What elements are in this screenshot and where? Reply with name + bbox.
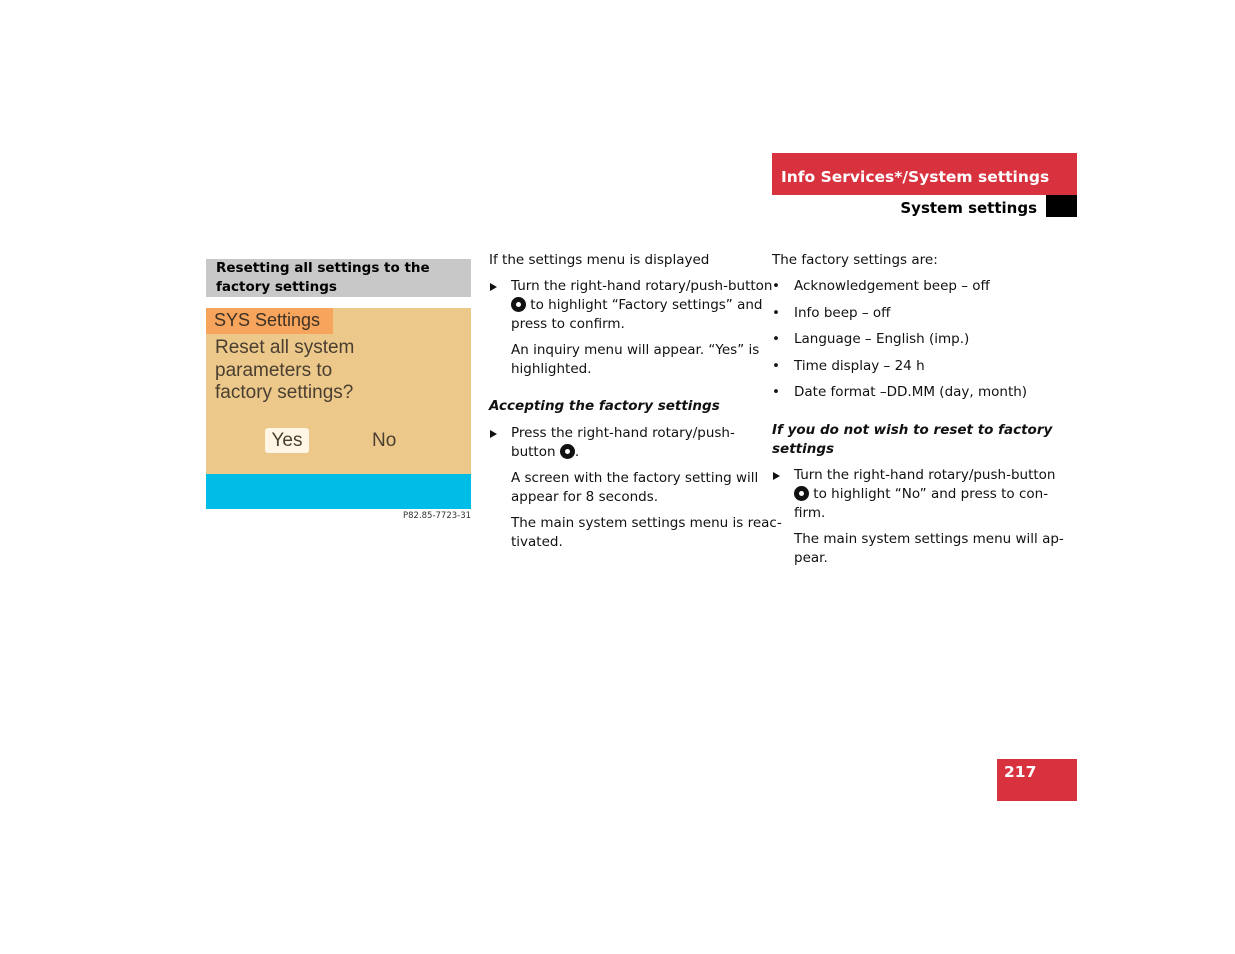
list-item: • Date format –DD.MM (day, month) bbox=[772, 384, 1028, 400]
page-number: 217 bbox=[1004, 763, 1037, 781]
screen-yes-option: Yes bbox=[265, 428, 309, 453]
list-item: • Language – English (imp.) bbox=[772, 331, 970, 347]
factory-settings-list bbox=[772, 277, 1052, 402]
col2-result3: The main system settings menu is reac- tivated. bbox=[511, 515, 782, 550]
col3-step: Turn the right-hand rotary/push-button to highlight “No” and press to con- firm. bbox=[794, 467, 1056, 521]
rotary-knob-icon bbox=[794, 486, 809, 501]
figure-code: P82.85-7723-31 bbox=[403, 511, 472, 521]
rotary-knob-icon bbox=[511, 297, 526, 312]
step-arrow-icon bbox=[490, 283, 497, 291]
list-item: • Info beep – off bbox=[772, 304, 891, 321]
topic-box-title: Resetting all settings to the factory settings bbox=[216, 260, 430, 295]
col3-heading: If you do not wish to reset to factory settings bbox=[772, 422, 1053, 457]
col2-result1: An inquiry menu will appear. “Yes” is highlighted. bbox=[511, 342, 760, 377]
col2-step1: Turn the right-hand rotary/push-button to highlight “Factory settings” and press to confirm. bbox=[511, 278, 773, 332]
list-item: • Time display – 24 h bbox=[772, 357, 925, 374]
screen-title: SYS Settings bbox=[214, 310, 321, 330]
section-title: System settings bbox=[900, 199, 1037, 217]
list-item: • Acknowledgement beep – off bbox=[772, 278, 990, 294]
col2-intro: If the settings menu is displayed bbox=[489, 252, 710, 268]
screen-footer-bar bbox=[206, 474, 471, 509]
display-screen-illustration bbox=[206, 308, 471, 509]
step-arrow-icon bbox=[490, 430, 497, 438]
screen-no-option: No bbox=[372, 430, 397, 451]
rotary-knob-icon bbox=[560, 444, 575, 459]
col2-step2: Press the right-hand rotary/push- button . bbox=[511, 425, 735, 460]
col2-heading: Accepting the factory settings bbox=[489, 398, 720, 414]
col3-intro: The factory settings are: bbox=[772, 252, 938, 268]
col2-result2: A screen with the factory setting will appear for 8 seconds. bbox=[511, 470, 759, 505]
chapter-title: Info Services*/System settings bbox=[781, 168, 1050, 186]
col3-result: The main system settings menu will ap- pear. bbox=[794, 531, 1064, 566]
screen-question: Reset all system parameters to factory settings? bbox=[215, 337, 355, 403]
step-arrow-icon bbox=[773, 472, 780, 480]
section-tab-marker bbox=[1046, 195, 1077, 217]
